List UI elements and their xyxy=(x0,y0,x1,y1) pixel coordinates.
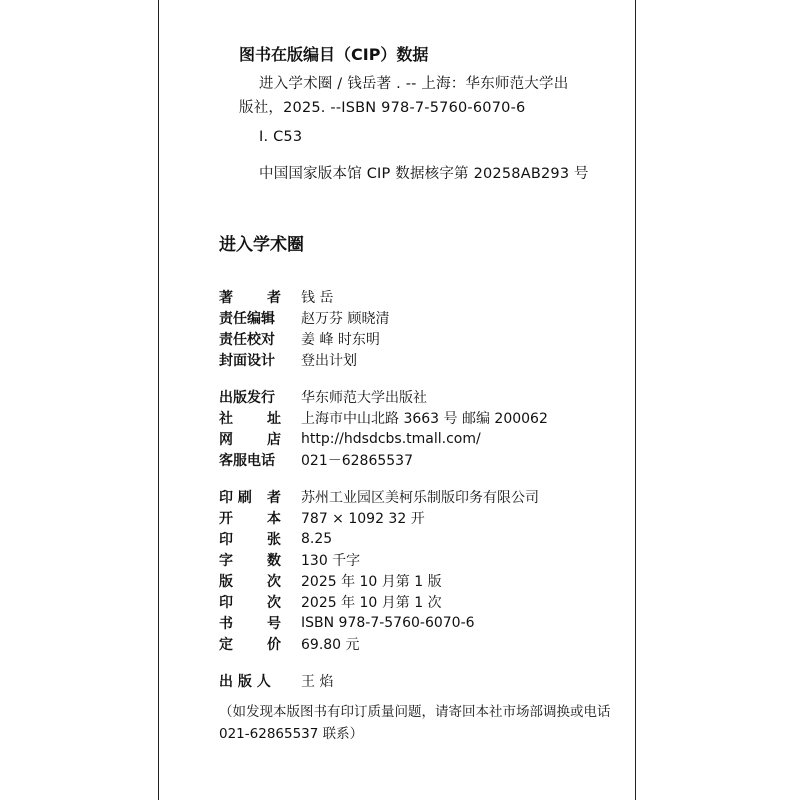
print-label xyxy=(219,550,287,570)
label-char: 者 xyxy=(267,489,281,506)
publisher-url: http://hdsdcbs.tmall.com/ xyxy=(301,430,481,447)
credit-value: 姜 峰 时东明 xyxy=(301,331,380,348)
credit-value: 钱 岳 xyxy=(301,289,334,306)
credit-row-author xyxy=(219,286,333,307)
credit-label: 责任校对 xyxy=(219,331,275,348)
print-label xyxy=(219,487,287,507)
publisher-label: 出版发行 xyxy=(219,389,275,406)
publisher-person-row xyxy=(219,670,333,691)
print-row-word-count xyxy=(219,549,360,570)
print-row-price xyxy=(219,633,360,654)
label-char: 社 xyxy=(219,410,233,427)
print-label xyxy=(219,592,287,612)
print-value: 8.25 xyxy=(301,530,333,547)
label-char: 者 xyxy=(267,289,281,306)
publisher-person-value: 王 焰 xyxy=(301,673,334,690)
publisher-label xyxy=(219,408,287,428)
print-label xyxy=(219,508,287,528)
label-char: 址 xyxy=(267,410,281,427)
label-char: 本 xyxy=(267,510,281,527)
label-char: 印 刷 xyxy=(219,489,252,506)
copyright-page xyxy=(158,0,636,800)
publisher-row-phone xyxy=(219,449,413,470)
label-char: 号 xyxy=(267,615,281,632)
print-row-printer xyxy=(219,486,539,507)
book-title: 进入学术圈 xyxy=(219,235,304,255)
credit-row-editor xyxy=(219,307,389,328)
credit-value: 赵万芬 顾晓清 xyxy=(301,310,390,327)
credit-row-cover-design xyxy=(219,349,357,370)
print-label xyxy=(219,529,287,549)
print-row-sheets xyxy=(219,528,332,549)
print-value: 苏州工业园区美柯乐制版印务有限公司 xyxy=(301,489,539,506)
print-label xyxy=(219,634,287,654)
print-value: 69.80 元 xyxy=(301,636,360,653)
print-value: 2025 年 10 月第 1 次 xyxy=(301,594,442,611)
label-char: 网 xyxy=(219,431,233,448)
label-char: 印 xyxy=(219,594,233,611)
label-char: 书 xyxy=(219,615,233,632)
cip-line-2: 版社，2025. --ISBN 978-7-5760-6070-6 xyxy=(239,100,526,116)
publisher-label: 客服电话 xyxy=(219,452,275,469)
publisher-label xyxy=(219,429,287,449)
publisher-value: 上海市中山北路 3663 号 邮编 200062 xyxy=(301,410,548,427)
publisher-row-online-store xyxy=(219,428,481,449)
label-char: 店 xyxy=(267,431,281,448)
label-char: 定 xyxy=(219,636,233,653)
print-value: 2025 年 10 月第 1 版 xyxy=(301,573,442,590)
cip-line-1: 进入学术圈 / 钱岳著 . -- 上海：华东师范大学出 xyxy=(259,76,569,92)
publisher-value: 华东师范大学出版社 xyxy=(301,389,427,406)
credit-label: 责任编辑 xyxy=(219,310,275,327)
label-char: 开 xyxy=(219,510,233,527)
print-value: 787 × 1092 32 开 xyxy=(301,510,425,527)
credit-label xyxy=(219,287,287,307)
label-char: 张 xyxy=(267,531,281,548)
print-row-format xyxy=(219,507,425,528)
print-value: ISBN 978-7-5760-6070-6 xyxy=(301,614,475,631)
label-char: 数 xyxy=(267,552,281,569)
publisher-person-label: 出 版 人 xyxy=(219,673,271,690)
label-char: 价 xyxy=(267,636,281,653)
credit-value: 登出计划 xyxy=(301,352,357,369)
quality-note-line-2: 021-62865537 联系） xyxy=(219,726,364,742)
print-label xyxy=(219,571,287,591)
label-char: 字 xyxy=(219,552,233,569)
print-row-edition xyxy=(219,570,442,591)
credit-row-proofreader xyxy=(219,328,380,349)
print-row-isbn xyxy=(219,612,475,633)
print-row-impression xyxy=(219,591,442,612)
label-char: 著 xyxy=(219,289,233,306)
label-char: 印 xyxy=(219,531,233,548)
cip-classification: Ⅰ. C53 xyxy=(259,129,303,145)
print-value: 130 千字 xyxy=(301,552,361,569)
label-char: 版 xyxy=(219,573,233,590)
publisher-row-address xyxy=(219,407,548,428)
publisher-row-distribution xyxy=(219,386,427,407)
label-char: 次 xyxy=(267,594,281,611)
credit-label: 封面设计 xyxy=(219,352,275,369)
quality-note-line-1: （如发现本版图书有印订质量问题，请寄回本社市场部调换或电话 xyxy=(219,704,611,720)
cip-heading: 图书在版编目（CIP）数据 xyxy=(239,45,429,64)
print-label xyxy=(219,613,287,633)
publisher-value: 021－62865537 xyxy=(301,452,413,469)
cip-record-number: 中国国家版本馆 CIP 数据核字第 20258AB293 号 xyxy=(259,166,589,182)
label-char: 次 xyxy=(267,573,281,590)
